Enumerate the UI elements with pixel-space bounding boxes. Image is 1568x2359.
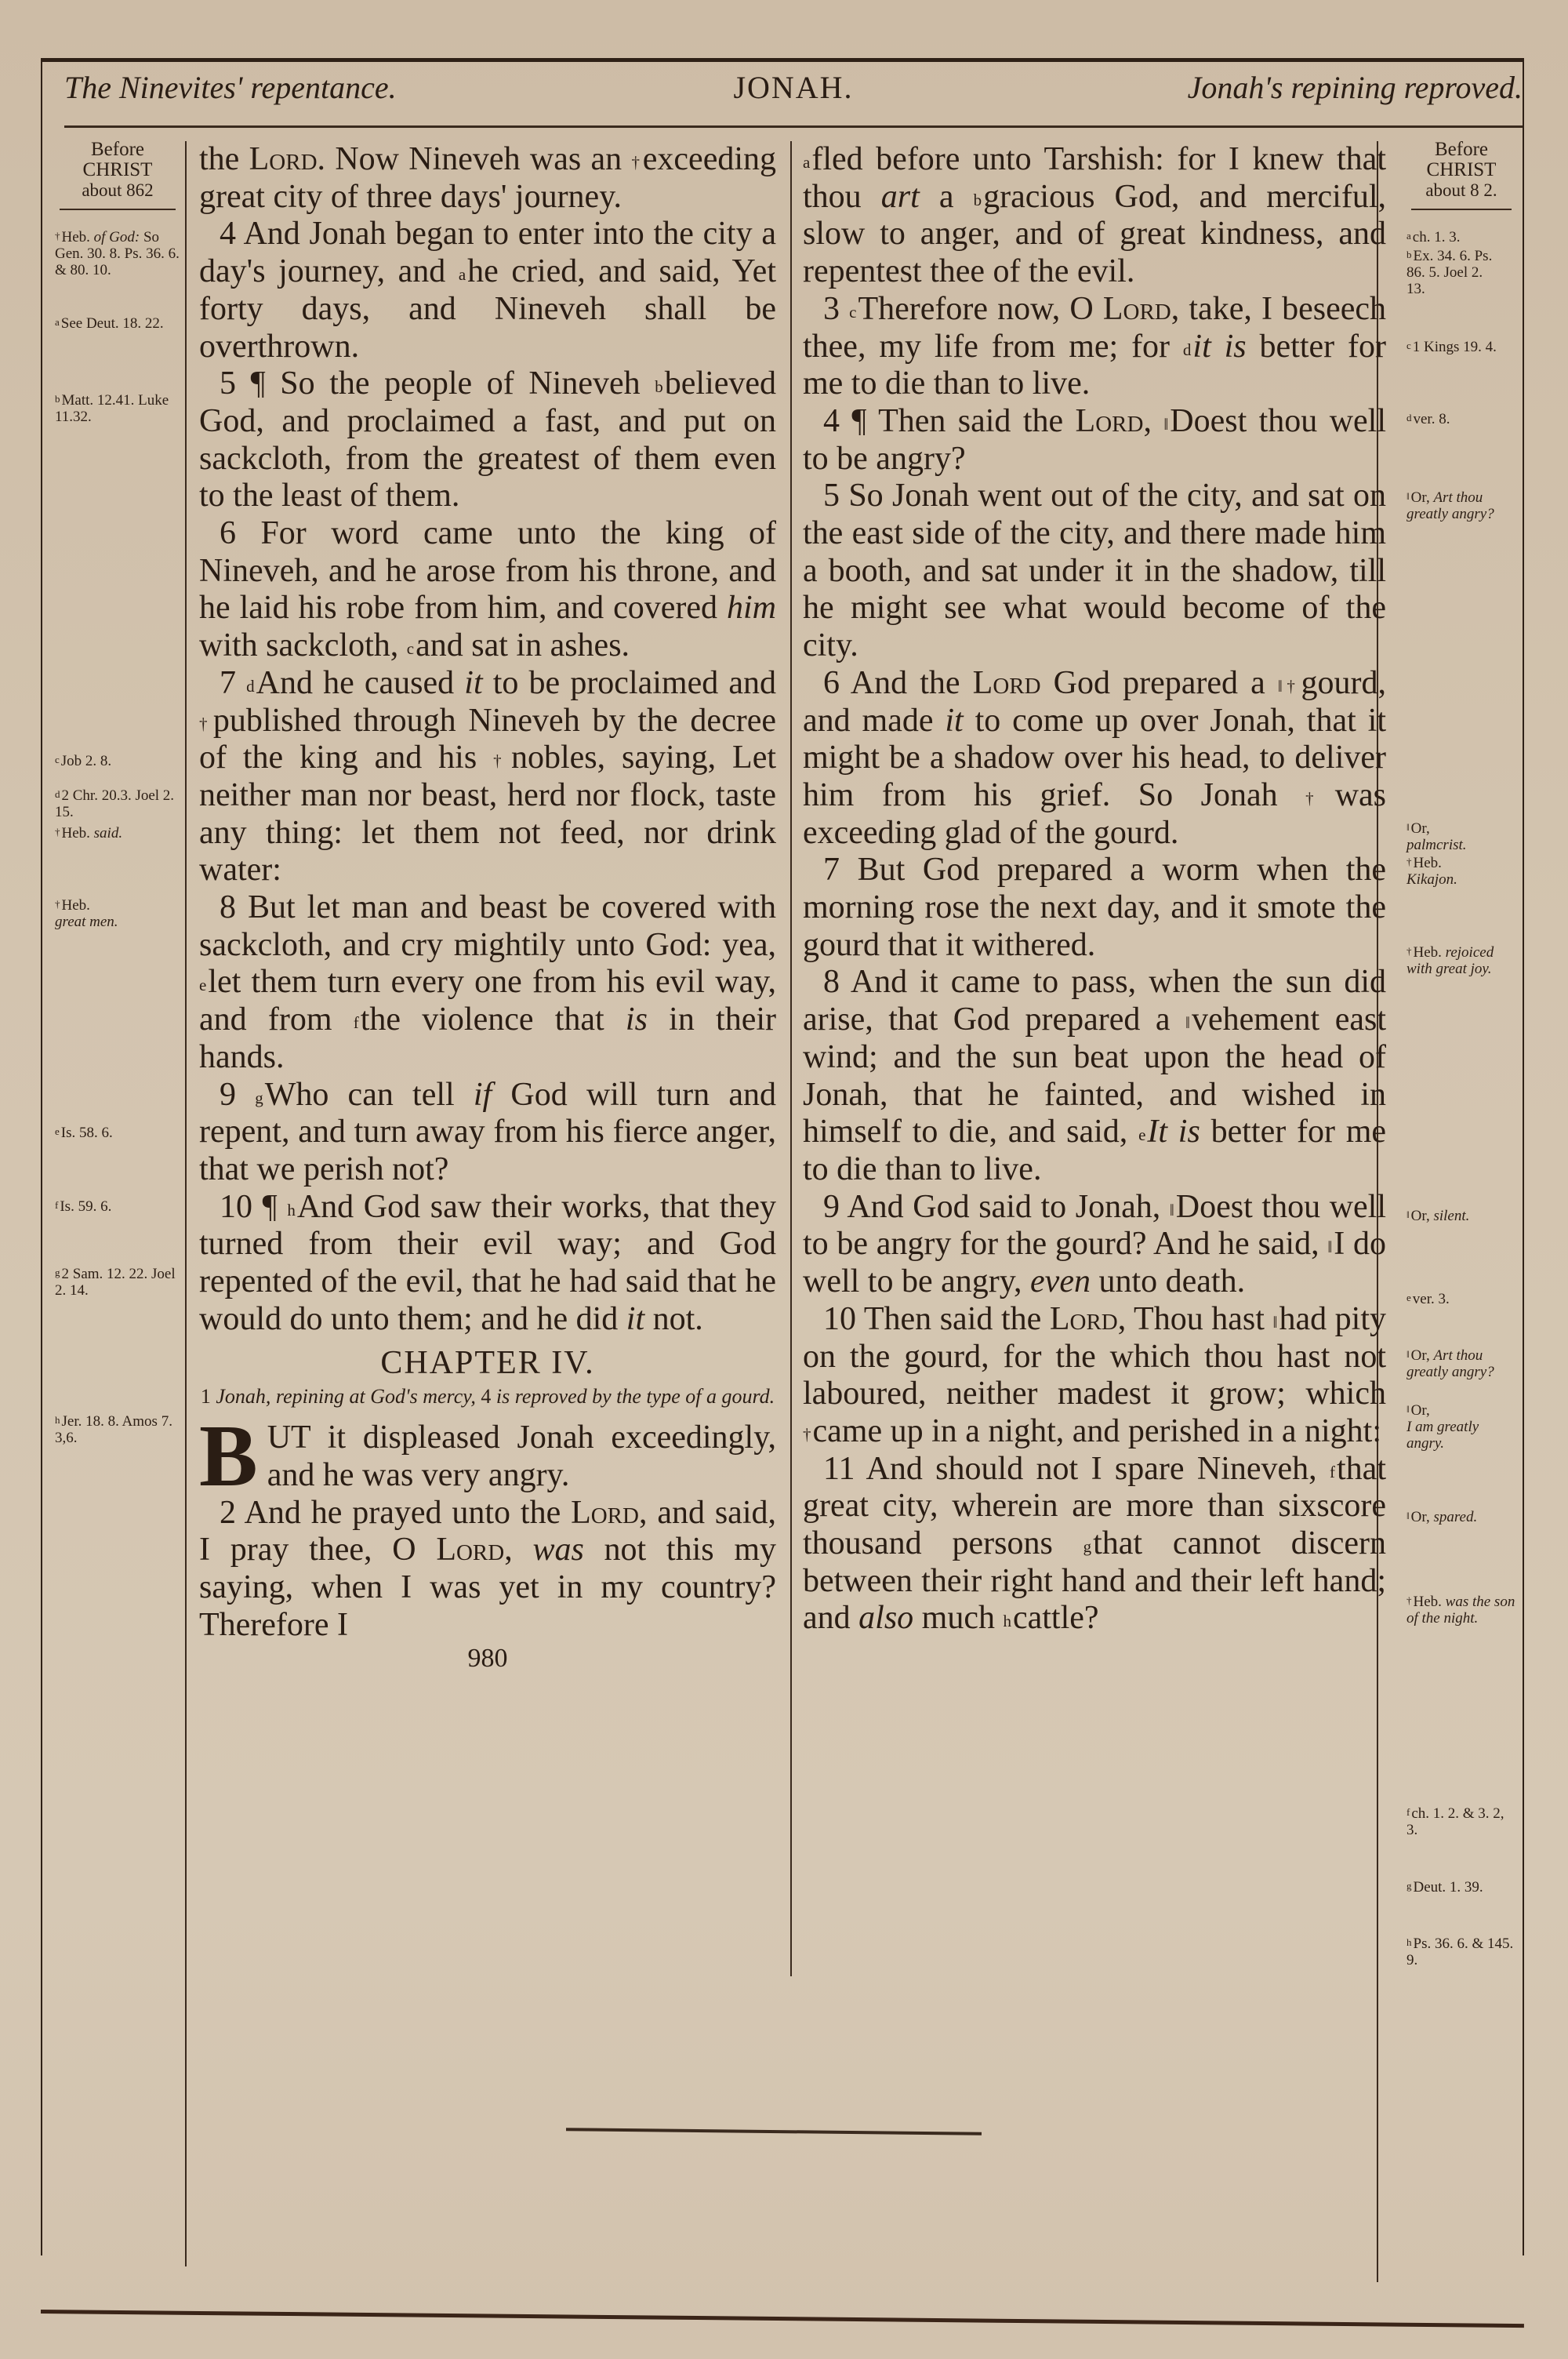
- verse-text: , and said, I pray thee, O: [199, 1494, 776, 1568]
- margin-note: [1406, 1936, 1516, 1968]
- verse-text: not.: [644, 1300, 703, 1337]
- verse-number: 6: [220, 515, 236, 552]
- footnote-mark: ‖: [1163, 414, 1169, 434]
- verse-number: 7: [823, 852, 840, 889]
- verse-text: nobles, saying, Let neither man nor beast, herd nor flock, taste any thing: let them not feed, nor drink water:: [199, 740, 777, 889]
- verse-number: 2: [220, 1494, 236, 1531]
- margin-note: [1406, 1805, 1516, 1838]
- verse-text: And the: [850, 664, 973, 701]
- verse-text: Then said the: [863, 1300, 1050, 1337]
- verse-text: much: [913, 1600, 1004, 1637]
- note-text: Heb.: [1413, 1594, 1442, 1610]
- footnote-mark: ‖: [1185, 1013, 1190, 1033]
- verse-text: in their hands.: [199, 1001, 776, 1075]
- verse-4: [803, 403, 1386, 478]
- verse-6: [199, 515, 776, 665]
- verse-text: with sackcloth,: [199, 627, 407, 664]
- verse-text: Who can tell: [264, 1076, 474, 1113]
- note-text: Or,: [1410, 489, 1430, 506]
- note-mark: †: [1406, 1594, 1412, 1606]
- chapter-heading: CHAPTER IV.: [380, 1344, 595, 1381]
- right-margin-notes: [1406, 140, 1524, 2022]
- page-number: 980: [467, 1644, 508, 1674]
- note-mark: e: [55, 1125, 60, 1137]
- verse-number: 10 ¶: [220, 1188, 278, 1225]
- running-header: [64, 69, 1523, 116]
- footnote-mark: †: [803, 1424, 811, 1444]
- verse-7: [803, 852, 1386, 964]
- note-text: See Deut. 18. 22.: [60, 315, 164, 332]
- note-text: Heb.: [1413, 855, 1442, 871]
- margin-note: [1406, 1509, 1516, 1525]
- note-text: Ps. 36. 6. & 145. 9.: [1406, 1936, 1514, 1968]
- chapter4-verse-1: [199, 1408, 776, 1506]
- italic-word: was: [532, 1532, 584, 1568]
- summary-text: Jonah, repining at God's mercy,: [210, 1385, 481, 1408]
- verse-8: [803, 964, 1386, 1188]
- note-mark: ‖: [1406, 1209, 1410, 1220]
- note-text: Heb.: [1413, 944, 1442, 961]
- summary-number: 4: [481, 1385, 492, 1408]
- note-mark: e: [1406, 1292, 1411, 1303]
- footnote-mark: ‖†: [1277, 676, 1300, 696]
- margin-note: [1406, 1879, 1516, 1896]
- before-christ-date: [55, 140, 180, 210]
- verse-10: [803, 1301, 1386, 1451]
- verse-text: So the people of Nineveh: [280, 365, 655, 402]
- margin-note: [1406, 1402, 1516, 1452]
- verse-3: [803, 291, 1386, 403]
- footnote-mark: †: [493, 751, 510, 771]
- verse-text: Then said the: [878, 402, 1076, 439]
- footnote-mark: g: [255, 1088, 263, 1107]
- note-text: ch. 1. 3.: [1412, 229, 1461, 245]
- drop-cap: B: [199, 1408, 258, 1506]
- italic-word: it: [945, 702, 964, 739]
- note-text: 2 Chr. 20.3. Joel 2. 15.: [55, 787, 175, 820]
- verse-text: published through Nineveh by the decree of the king and his: [199, 702, 776, 776]
- verse-11: [803, 1451, 1386, 1638]
- margin-note: [55, 392, 180, 425]
- verse-5: [803, 478, 1386, 665]
- left-margin-notes: [55, 140, 180, 1551]
- note-text: Jer. 18. 8. Amos 7. 3,6.: [55, 1413, 172, 1446]
- margin-note: [1406, 1347, 1516, 1380]
- margin-note: [1406, 248, 1501, 297]
- footnote-mark: a: [458, 265, 466, 285]
- note-mark: b: [55, 393, 60, 405]
- verse-text: Doest thou well to be angry for the gourd? And he said,: [803, 1188, 1387, 1263]
- christ-label: CHRIST: [1426, 159, 1497, 180]
- verse-text: unto death.: [1090, 1263, 1246, 1300]
- verse-text: better for me to die than to live.: [803, 1114, 1387, 1187]
- lord-smallcaps: Lord: [1049, 1300, 1118, 1337]
- footnote-mark: b: [973, 190, 982, 209]
- verse-text: fled before unto Tarshish: for I knew that thou: [803, 141, 1386, 215]
- margin-note: [55, 1266, 180, 1299]
- italic-word: also: [858, 1600, 914, 1637]
- note-mark: b: [1406, 249, 1412, 260]
- note-mark: ‖: [1406, 1348, 1410, 1360]
- note-mark: f: [55, 1199, 59, 1211]
- footnote-mark: a: [803, 153, 811, 172]
- margin-note: [1406, 229, 1516, 245]
- verse-text: But God prepared a worm when the morning rose the next day, and it smote the gourd that it withered.: [803, 852, 1387, 963]
- verse-text: ,: [504, 1532, 533, 1568]
- verse-continuation: [199, 141, 776, 216]
- verse-text: a: [919, 178, 974, 215]
- italic-word: if: [473, 1076, 492, 1113]
- note-text: Heb.: [61, 229, 90, 245]
- lord-smallcaps: Lord: [571, 1494, 639, 1531]
- margin-note: [55, 229, 180, 278]
- verse-number: 5: [823, 478, 840, 514]
- note-text: Heb.: [61, 897, 90, 914]
- note-mark: ‖: [1406, 490, 1410, 502]
- note-text: So Gen. 30. 8. Ps. 36. 6. & 80. 10.: [55, 229, 180, 278]
- date-rule: [60, 209, 176, 210]
- verse-number: 7: [220, 664, 236, 701]
- verse-text: exceeding great city of three days' journey.: [199, 141, 777, 215]
- margin-note: [55, 787, 180, 820]
- note-text: Job 2. 8.: [60, 753, 112, 769]
- lord-smallcaps: Lord: [972, 664, 1041, 701]
- verse-5: [199, 365, 776, 515]
- note-mark: d: [1406, 412, 1412, 423]
- bottom-border-rule: [41, 2310, 1524, 2328]
- verse-text: . Now Nineveh was an: [317, 141, 632, 177]
- note-italic: was the son of the night.: [1406, 1594, 1515, 1627]
- footnote-mark: h: [287, 1200, 296, 1219]
- note-text: Heb.: [61, 825, 90, 841]
- footnote-mark: ‖: [1327, 1238, 1333, 1257]
- footnote-mark: c: [849, 302, 857, 322]
- note-text: 2 Sam. 12. 22. Joel 2. 14.: [55, 1266, 176, 1299]
- footnote-mark: e: [1138, 1125, 1146, 1145]
- note-text: Deut. 1. 39.: [1413, 1879, 1483, 1896]
- note-text: Is. 59. 6.: [60, 1198, 112, 1215]
- note-mark: †: [55, 230, 60, 242]
- margin-note: [55, 1413, 180, 1446]
- note-text: ver. 8.: [1413, 411, 1450, 427]
- date-label: about 862: [82, 180, 154, 200]
- margin-note: [1406, 489, 1516, 522]
- verse-8: [199, 889, 776, 1077]
- note-mark: h: [55, 1414, 60, 1426]
- verse-text: was exceeding glad of the gourd.: [803, 776, 1387, 851]
- note-mark: g: [55, 1267, 60, 1278]
- verse-text: cattle?: [1012, 1600, 1099, 1637]
- christ-label: CHRIST: [82, 159, 153, 180]
- footnote-mark: †: [631, 153, 641, 172]
- verse-number: 9: [823, 1188, 840, 1225]
- note-text: ch. 1. 2. & 3. 2, 3.: [1406, 1805, 1504, 1838]
- note-italic: silent.: [1433, 1208, 1470, 1224]
- footnote-mark: g: [1083, 1537, 1092, 1557]
- book-title: JONAH.: [733, 70, 854, 105]
- margin-note: [1406, 1291, 1516, 1307]
- lord-smallcaps: Lord: [1102, 290, 1171, 327]
- footnote-mark: †: [199, 714, 212, 733]
- note-text: Or,: [1410, 1208, 1430, 1224]
- verse-text: UT it displeased Jonah exceedingly, and he was very angry.: [267, 1419, 776, 1493]
- note-mark: c: [55, 754, 60, 765]
- margin-note: [55, 1198, 180, 1215]
- note-mark: g: [1406, 1880, 1412, 1892]
- footnote-mark: d: [246, 676, 255, 696]
- margin-note: [1406, 411, 1516, 427]
- verse-number: 5 ¶: [220, 365, 266, 402]
- note-text: Matt. 12.41. Luke 11.32.: [55, 392, 169, 425]
- margin-note: [55, 315, 180, 332]
- margin-note: [1406, 339, 1516, 355]
- verse-text: For word came unto the king of Nineveh, and he arose from his throne, and he laid his robe from him, and covered: [199, 515, 777, 627]
- italic-word: it: [464, 664, 483, 701]
- verse-number: 9: [220, 1076, 236, 1113]
- footnote-mark: e: [199, 976, 207, 995]
- verse-text: And God said to Jonah,: [847, 1188, 1170, 1225]
- verse-text: And Jonah began to enter into the city a day's journey, and: [199, 216, 777, 290]
- header-right-title: Jonah's repining reproved.: [1187, 70, 1523, 105]
- note-italic: spared.: [1433, 1509, 1478, 1525]
- note-text: Ex. 34. 6. Ps. 86. 5. Joel 2. 13.: [1406, 248, 1493, 297]
- footnote-mark: †: [1305, 788, 1334, 808]
- header-left-title: The Ninevites' repentance.: [64, 70, 397, 105]
- verse-text: ,: [1143, 402, 1164, 439]
- verse-number: 6: [823, 664, 840, 701]
- italic-word: It is: [1147, 1114, 1200, 1150]
- summary-number: 1: [200, 1385, 211, 1408]
- note-mark: d: [55, 788, 60, 800]
- note-mark: f: [1406, 1806, 1410, 1818]
- margin-note: [1406, 1594, 1516, 1627]
- summary-text: is reproved by the type of a gourd.: [491, 1385, 775, 1408]
- footnote-mark: f: [1330, 1462, 1336, 1481]
- note-mark: †: [1406, 945, 1412, 957]
- italic-word: it: [626, 1300, 645, 1337]
- verse-text: not this my saying, when I was yet in my country? Therefore I: [199, 1532, 776, 1643]
- before-christ-date: [1406, 140, 1516, 210]
- italic-word: is: [625, 1001, 648, 1038]
- note-text: Or,: [1410, 1347, 1430, 1364]
- verse-text: gracious God, and merciful, slow to anger, and of great kindness, and repentest thee of the evil.: [803, 178, 1386, 290]
- italic-word: it is: [1192, 328, 1247, 365]
- note-italic: rejoiced with great joy.: [1406, 944, 1494, 977]
- verse-text: And he caused: [256, 664, 465, 701]
- verse-text: God prepared a: [1040, 664, 1278, 701]
- footnote-mark: d: [1182, 340, 1192, 359]
- date-label: about 8 2.: [1425, 180, 1497, 200]
- verse-text: that great city, wherein are more than sixscore thousand persons: [803, 1450, 1386, 1562]
- footnote-mark: f: [353, 1013, 359, 1033]
- note-text: Or,: [1410, 820, 1430, 837]
- note-text: Or,: [1410, 1509, 1430, 1525]
- verse-text: , Thou hast: [1117, 1300, 1273, 1337]
- verse-number: 4: [220, 216, 236, 253]
- verse-text: But let man and beast be covered with sackcloth, and cry mightily unto God: yea,: [199, 889, 776, 963]
- note-italic: Art thou greatly angry?: [1406, 1347, 1494, 1380]
- note-italic: Art thou greatly angry?: [1406, 489, 1494, 522]
- margin-note: [55, 825, 180, 841]
- verse-text: to come up over Jonah, that it might be a shadow over his head, to deliver him from his grief. So Jonah: [803, 702, 1386, 813]
- verse-continuation: [803, 141, 1386, 291]
- verse-text: and sat in ashes.: [416, 627, 630, 664]
- lord-smallcaps: Lord: [1075, 402, 1144, 439]
- footnote-mark: ‖: [1272, 1312, 1278, 1332]
- footnote-mark: b: [655, 377, 663, 397]
- header-rule: [64, 125, 1523, 128]
- note-mark: c: [1406, 340, 1411, 351]
- verse-9: [199, 1077, 776, 1189]
- verse-text: Therefore now, O: [858, 290, 1103, 327]
- verse-4: [199, 216, 776, 365]
- margin-note: [55, 753, 180, 769]
- note-mark: †: [1406, 856, 1412, 867]
- verse-7: [199, 665, 776, 889]
- note-mark: a: [55, 316, 60, 328]
- note-mark: a: [1406, 230, 1411, 242]
- left-margin-divider: [185, 141, 187, 2266]
- verse-text: believed God, and proclaimed a fast, and put on sackcloth, from the greatest of them even to the least of them.: [199, 365, 777, 514]
- note-mark: ‖: [1406, 1510, 1410, 1521]
- verse-number: 3: [823, 290, 840, 327]
- verse-text: vehement east wind; and the sun beat upon the head of Jonah, that he fainted, and wished in himself to die, and said,: [803, 1001, 1386, 1150]
- margin-note: [55, 1125, 180, 1141]
- margin-note: [1406, 1208, 1516, 1224]
- verse-number: 4 ¶: [823, 402, 867, 439]
- lord-smallcaps: Lord: [249, 141, 318, 177]
- note-text: ver. 3.: [1412, 1291, 1450, 1307]
- verse-text: he cried, and said, Yet forty days, and Nineveh shall be overthrown.: [199, 253, 776, 365]
- verse-text: , take, I beseech thee, my life from me; for: [803, 290, 1387, 365]
- note-italic: great men.: [55, 914, 118, 930]
- note-italic: palmcrist.: [1406, 837, 1467, 853]
- chapter4-verse-2: [199, 1495, 776, 1645]
- date-rule: [1411, 209, 1512, 210]
- right-text-column: [803, 141, 1386, 1637]
- verse-text: that cannot discern between their right hand and their left hand; and: [803, 1525, 1386, 1637]
- verse-text: the: [199, 141, 249, 177]
- italic-word: art: [880, 178, 920, 215]
- verse-text: And should not I spare Nineveh,: [866, 1450, 1330, 1487]
- italic-word: him: [727, 590, 776, 627]
- italic-word: even: [1030, 1263, 1091, 1300]
- verse-text: And he prayed unto the: [244, 1494, 572, 1531]
- note-mark: ‖: [1406, 821, 1410, 833]
- center-column-divider: [790, 141, 792, 1976]
- verse-text: And God saw their works, that they turned from their evil way; and God repented of the evil, that he had said that he would do unto them; and he did: [199, 1188, 777, 1337]
- footnote-mark: h: [1003, 1612, 1011, 1631]
- verse-number: 8: [220, 889, 236, 926]
- note-text: Or,: [1410, 1402, 1430, 1419]
- margin-note: [1406, 855, 1516, 888]
- note-mark: †: [55, 898, 60, 910]
- lord-smallcaps: Lord: [436, 1532, 505, 1568]
- verse-number: 10: [823, 1300, 856, 1337]
- note-italic: said.: [93, 825, 123, 841]
- verse-text: came up in a night, and perished in a night:: [812, 1412, 1381, 1449]
- margin-note: [1406, 944, 1516, 977]
- verse-text: gourd, and made: [803, 664, 1386, 739]
- verse-text: to be proclaimed and: [482, 664, 777, 701]
- footnote-mark: c: [406, 639, 415, 659]
- verse-text: And it came to pass, when the sun did arise, that God prepared a: [803, 964, 1386, 1038]
- verse-6: [803, 665, 1386, 852]
- verse-9: [803, 1189, 1386, 1301]
- note-italic: I am greatly angry.: [1406, 1419, 1479, 1452]
- note-text: 1 Kings 19. 4.: [1412, 339, 1497, 355]
- margin-note: [1406, 820, 1516, 853]
- note-mark: †: [55, 826, 60, 838]
- verse-text: the violence that: [360, 1001, 626, 1038]
- chapter-summary: [199, 1385, 776, 1408]
- verse-number: 8: [823, 964, 840, 1001]
- verse-text: So Jonah went out of the city, and sat on the east side of the city, and there made him a booth, and sat under it in the shadow, till he might see what would become of the city.: [803, 478, 1386, 664]
- note-mark: h: [1406, 1936, 1412, 1948]
- verse-number: 11: [823, 1450, 855, 1487]
- before-label: Before: [90, 139, 145, 160]
- verse-text: Doest thou well to be angry?: [803, 402, 1387, 477]
- verse-text: God will turn and repent, and turn away from his fierce anger, that we perish not?: [199, 1076, 777, 1187]
- footnote-mark: ‖: [1169, 1200, 1174, 1219]
- verse-text: I do well to be angry,: [803, 1226, 1386, 1300]
- margin-note: [55, 897, 180, 930]
- note-mark: ‖: [1406, 1403, 1410, 1415]
- before-label: Before: [1434, 139, 1489, 160]
- verse-text: let them turn every one from his evil way, and from: [199, 964, 776, 1038]
- verse-10: [199, 1189, 776, 1339]
- verse-text: better for me to die than to live.: [803, 328, 1386, 402]
- note-italic: of God:: [93, 229, 140, 245]
- note-text: Is. 58. 6.: [60, 1125, 113, 1141]
- left-text-column: [199, 141, 776, 1672]
- note-italic: Kikajon.: [1406, 871, 1457, 888]
- verse-text: had pity on the gourd, for the which thou hast not laboured, neither madest it grow; which: [803, 1300, 1386, 1412]
